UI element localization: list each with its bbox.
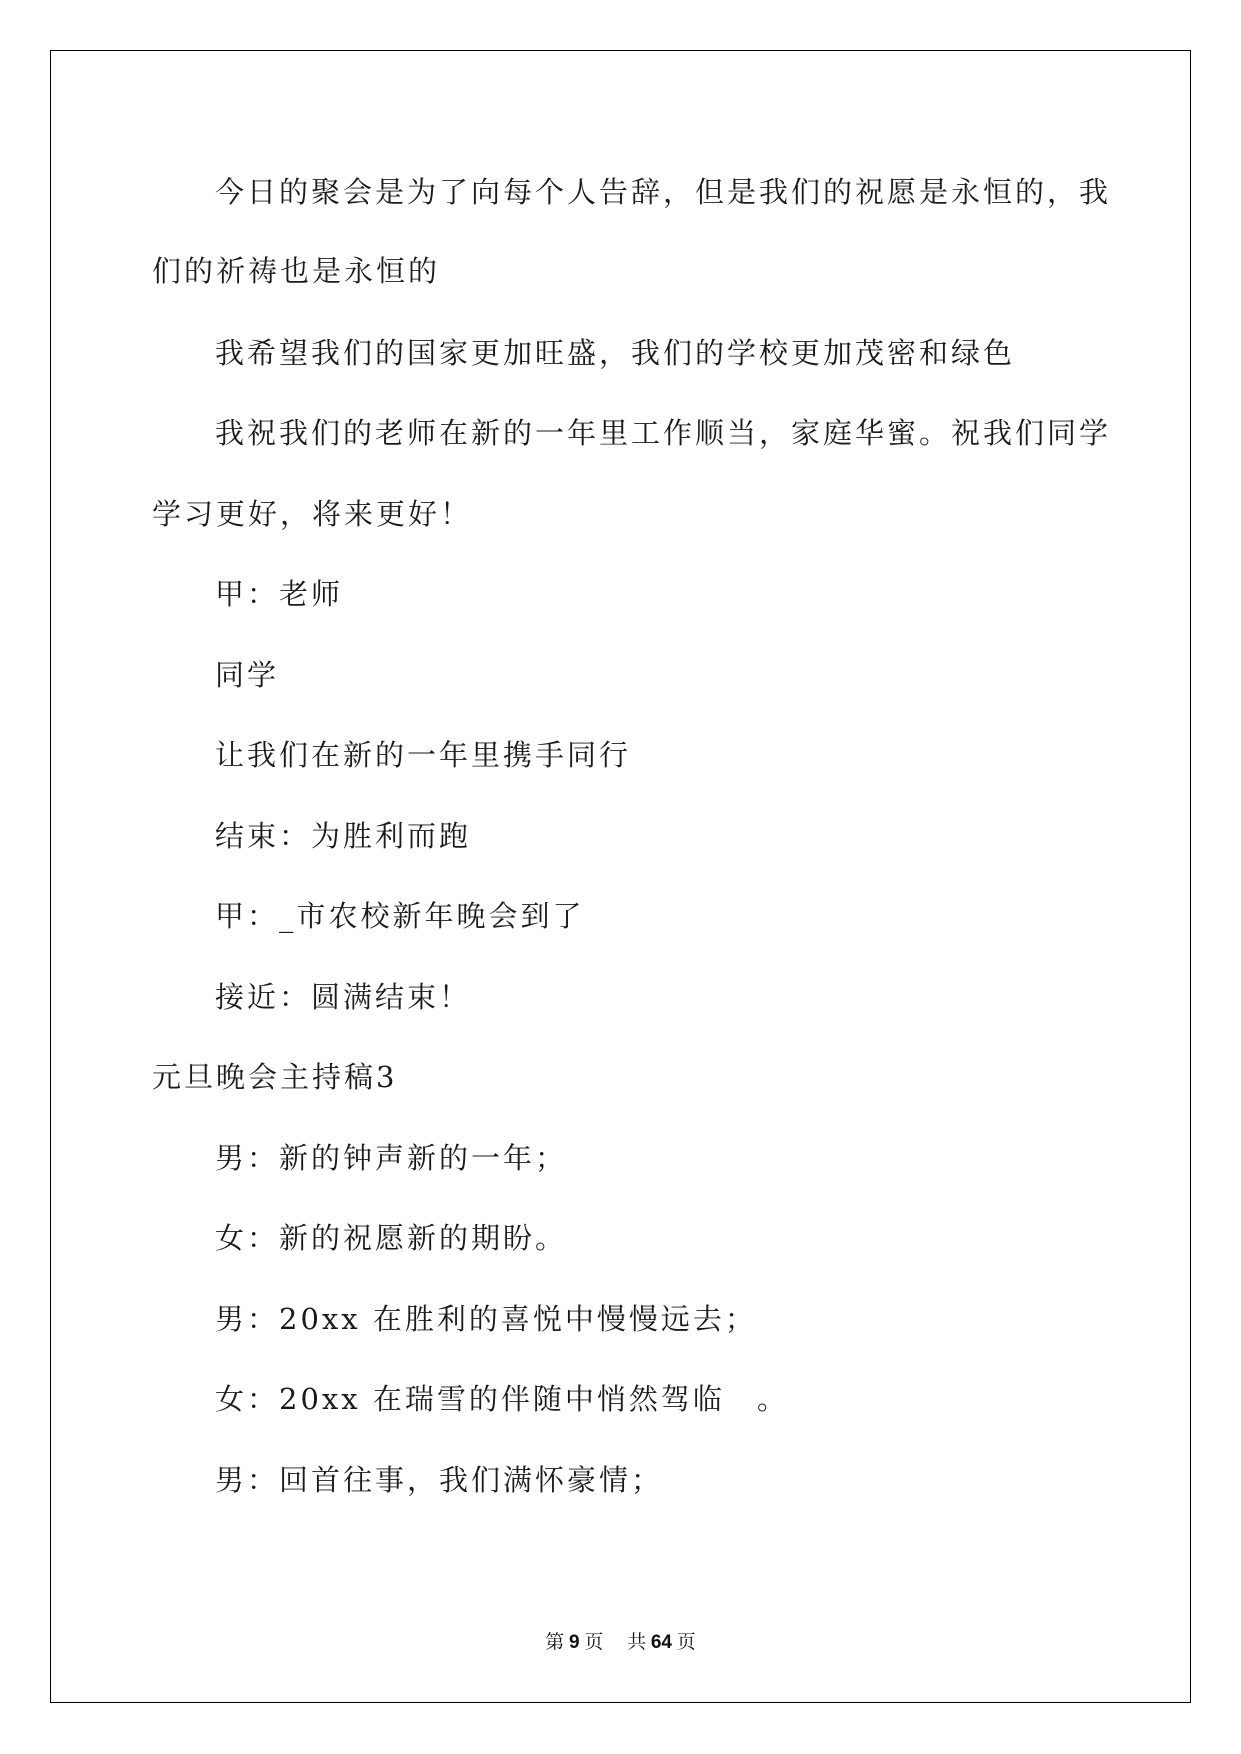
paragraph-line: 学习更好，将来更好！ bbox=[152, 497, 473, 531]
paragraph-line: 同学 bbox=[215, 658, 280, 692]
paragraph-line: 接近：圆满结束！ bbox=[215, 980, 472, 1014]
paragraph-line: 甲：老师 bbox=[215, 577, 344, 611]
paragraph-line: 女：20xx 在瑞雪的伴随中悄然驾临 。 bbox=[215, 1382, 789, 1416]
total-suffix: 页 bbox=[676, 1632, 696, 1653]
page-border bbox=[50, 50, 1191, 1703]
section-heading: 元旦晚会主持稿3 bbox=[152, 1060, 398, 1094]
paragraph-line: 结束：为胜利而跑 bbox=[215, 819, 472, 853]
paragraph-line: 我祝我们的老师在新的一年里工作顺当，家庭华蜜。祝我们同学 bbox=[215, 416, 1112, 450]
page-prefix: 第 bbox=[545, 1632, 565, 1653]
paragraph-line: 男：回首往事，我们满怀豪情； bbox=[215, 1463, 664, 1497]
paragraph-line: 甲：_市农校新年晚会到了 bbox=[215, 899, 585, 933]
paragraph-line: 女：新的祝愿新的期盼。 bbox=[215, 1221, 568, 1255]
paragraph-line: 们的祈祷也是永恒的 bbox=[152, 254, 441, 288]
total-pages: 64 bbox=[650, 1632, 672, 1653]
paragraph-line: 男：20xx 在胜利的喜悦中慢慢远去； bbox=[215, 1302, 757, 1336]
paragraph-line: 让我们在新的一年里携手同行 bbox=[215, 738, 632, 772]
page-number: 9 bbox=[569, 1632, 580, 1653]
page-suffix: 页 bbox=[584, 1632, 604, 1653]
page-footer bbox=[0, 1627, 1241, 1654]
paragraph-line: 今日的聚会是为了向每个人告辞，但是我们的祝愿是永恒的，我 bbox=[215, 175, 1112, 209]
paragraph-line: 我希望我们的国家更加旺盛，我们的学校更加茂密和绿色 bbox=[215, 336, 1016, 370]
total-prefix: 共 bbox=[627, 1632, 647, 1653]
paragraph-line: 男：新的钟声新的一年； bbox=[215, 1141, 568, 1175]
